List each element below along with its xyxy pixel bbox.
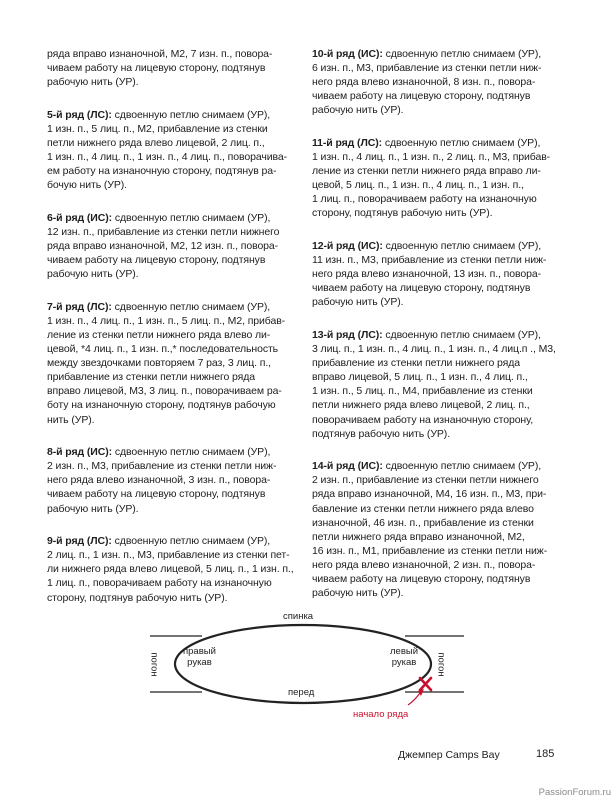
left-shoulder-label: погон xyxy=(148,652,160,677)
paragraph-row-14 xyxy=(312,459,574,600)
row-heading: 8-й ряд (ИС): xyxy=(47,446,113,459)
paragraph-text: сдвоенную петлю снимаем (УР), 2 изн. п., М3, прибавление из стенки петли ниж- него ряда влево изнаночной, 3 изн. п., повора- чиваем работу на лицевую сторону, подтянув рабочую нить (УР). xyxy=(47,446,277,515)
back-label: спинка xyxy=(283,611,314,622)
row-heading: 7-й ряд (ЛС): xyxy=(47,300,112,313)
row-heading: 10-й ряд (ИС): xyxy=(312,48,383,60)
row-heading: 14-й ряд (ИС): xyxy=(312,460,383,473)
right-sleeve-label: правый рукав xyxy=(183,646,216,668)
paragraph-text: ряда вправо изнаночной, М2, 7 изн. п., повора- чиваем работу на лицевую сторону, подтянув рабочую нить (УР). xyxy=(47,48,273,89)
paragraph-row-5 xyxy=(47,108,309,193)
paragraph-row-8 xyxy=(47,445,309,515)
row-start-label: начало ряда xyxy=(353,709,409,720)
paragraph-text: сдвоенную петлю снимаем (УР), 1 изн. п., 5 лиц. п., М2, прибавление из стенки петли нижнего ряда влево лицевой, 2 лиц. п., 1 изн. п., 4 лиц. п., 1 изн. п., 4 лиц. п., поворачива- ем работу на изнаночную сторону, подтянув ра- бочую нить (УР). xyxy=(47,108,287,192)
yoke-diagram-graphic xyxy=(150,605,480,735)
paragraph-row-13 xyxy=(312,328,574,441)
paragraph-text: сдвоенную петлю снимаем (УР), 1 изн. п., 4 лиц. п., 1 изн. п., 5 лиц. п., М2, прибав- ление из стенки петли нижнего ряда влево ли- цевой, *4 лиц. п., 1 изн. п.,* последовательность между звездочками повторяем 7 раз, 3 лиц. п., прибавление из стенки петли нижнего ряда вправо лицевой, М3, 3 лиц. п., поворачиваем ра- боту на изнаночную сторону, подтянув рабочую нить (УР). xyxy=(47,300,286,426)
watermark: PassionForum.ru xyxy=(538,787,611,798)
row-heading: 13-й ряд (ЛС): xyxy=(312,329,383,341)
paragraph-row-6 xyxy=(47,211,309,281)
front-label: перед xyxy=(288,687,315,698)
yoke-diagram xyxy=(150,605,480,735)
paragraph-row-12 xyxy=(312,239,574,309)
row-heading: 9-й ряд (ЛС): xyxy=(47,535,112,548)
row-heading: 5-й ряд (ЛС): xyxy=(47,108,112,121)
paragraph-text: сдвоенную петлю снимаем (УР), 12 изн. п., прибавление из стенки петли нижнего ряда вправо изнаночной, М2, 12 изн. п., повора- чиваем работу на лицевую сторону, подтянув рабочую нить (УР). xyxy=(47,211,280,281)
left-text-column xyxy=(47,47,309,623)
right-text-column xyxy=(312,47,574,619)
paragraph-text: сдвоенную петлю снимаем (УР), 6 изн. п., М3, прибавление из стенки петли ниж- него ряда влево изнаночной, 8 изн. п., повора- чиваем работу на лицевую сторону, подтянув рабочую нить (УР). xyxy=(312,48,542,117)
footer-pattern-title: Джемпер Camps Bay xyxy=(398,749,500,761)
start-cross-icon xyxy=(420,678,431,690)
start-arrow-line xyxy=(408,693,420,705)
left-sleeve-label: левый рукав xyxy=(390,646,419,668)
paragraph-row-7 xyxy=(47,300,309,427)
paragraph-row-10 xyxy=(312,47,574,117)
paragraph-row-4-end xyxy=(47,47,309,89)
paragraph-text: сдвоенную петлю снимаем (УР), 2 лиц. п., 1 изн. п., М3, прибавление из стенки пет- ли нижнего ряда влево лицевой, 5 лиц. п., 1 изн. п., 1 лиц. п., поворачиваем работу на изнаночную сторону, подтянув рабочую нить (УР). xyxy=(47,535,294,604)
right-shoulder-label: погон xyxy=(435,652,447,677)
page-number: 185 xyxy=(536,748,555,760)
paragraph-row-9 xyxy=(47,534,309,604)
row-heading: 6-й ряд (ИС): xyxy=(47,211,113,224)
row-heading: 11-й ряд (ЛС): xyxy=(312,136,382,149)
paragraph-row-11 xyxy=(312,136,574,221)
paragraph-text: сдвоенную петлю снимаем (УР), 3 лиц. п., 1 изн. п., 4 лиц. п., 1 изн. п., 4 лиц.п ., М3, прибавление из стенки петли нижнего ряда вправо лицевой, 5 лиц. п., 1 изн. п., 4 лиц. п., 1 изн. п., 5 лиц. п., М4, прибавление из стенки петли нижнего ряда влево лицевой, 2 лиц. п., поворачиваем работу на изнаночную сторону, подтянув рабочую нить (УР). xyxy=(312,329,556,440)
paragraph-text: сдвоенную петлю снимаем (УР), 1 изн. п., 4 лиц. п., 1 изн. п., 2 лиц. п., М3, прибав- ление из стенки петли нижнего ряда вправо ли- цевой, 5 лиц. п., 1 изн. п., 4 лиц. п., 1 изн. п., 1 лиц. п., поворачиваем работу на изнаночную сторону, подтянув рабочую нить (УР). xyxy=(312,136,551,220)
paragraph-text: сдвоенную петлю снимаем (УР), 11 изн. п., М3, прибавление из стенки петли ниж- него ряда влево изнаночной, 13 изн. п., повора- чиваем работу на лицевую сторону, подтянув рабочую нить (УР). xyxy=(312,240,547,309)
paragraph-text: сдвоенную петлю снимаем (УР), 2 изн. п., прибавление из стенки петли нижнего ряда вправо изнаночной, М4, 16 изн. п., М3, при- бавление из стенки петли нижнего ряда влево изнаночной, 46 изн. п., прибавление из стенки петли нижнего ряда вправо изнаночной, М2, 16 изн. п., М1, прибавление из стенки петли ниж- него ряда влево изнаночной, 2 изн. п., повора- чиваем работу на лицевую сторону, подтянув рабочую нить (УР). xyxy=(312,460,548,600)
row-heading: 12-й ряд (ИС): xyxy=(312,240,383,253)
